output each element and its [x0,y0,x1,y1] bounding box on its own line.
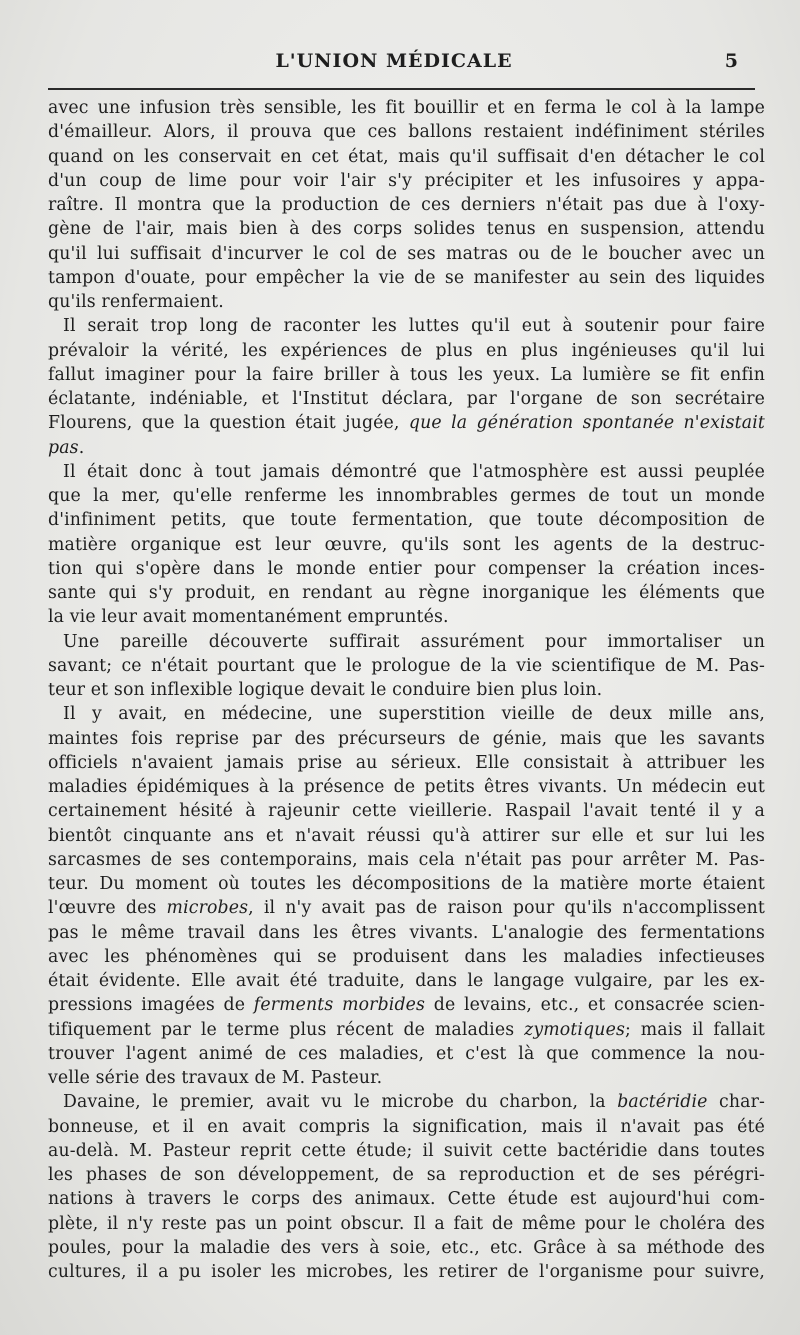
text-line [48,1042,765,1066]
text-line [48,581,765,605]
line-text: d'un coup de lime pour voir l'air s'y précipiter et les infusoires y appa- [48,170,765,191]
line-text-after: char- [707,1092,765,1113]
line-text: bientôt cinquante ans et n'avait réussi qu'à attirer sur elle et sur lui les [48,825,765,846]
text-line [48,727,765,751]
line-text: trouver l'agent animé de ces maladies, et c'est là que commence la nou- [48,1043,765,1064]
line-text: sarcasmes de ses contemporains, mais cela n'était pas pour arrêter M. Pas- [48,849,765,870]
line-text: l'œuvre des [48,898,167,919]
text-line [48,1018,765,1042]
line-text: certainement hésité à rajeunir cette vieillerie. Raspail l'avait tenté il y a [48,801,765,822]
italic-text: pas [48,437,79,458]
italic-text: zymotiques [524,1019,625,1040]
line-text: quand on les conservait en cet état, mais qu'il suffisait d'en détacher le col [48,146,765,167]
line-text: était évidente. Elle avait été traduite, dans le langage vulgaire, par les ex- [48,971,765,991]
line-text: sante qui s'y produit, en rendant au règne inorganique les éléments que [48,583,765,603]
line-text: au-delà. M. Pasteur reprit cette étude; il suivit cette bactéridie dans toutes [48,1140,765,1161]
line-text: Il y avait, en médecine, une superstition vieille de deux mille ans, [63,704,765,725]
line-text-after: . [78,437,85,458]
line-text: pressions imagées de [48,995,254,1016]
line-text: d'émailleur. Alors, il prouva que ces ballons restaient indéfiniment stériles [48,122,765,143]
text-line [48,1066,765,1090]
line-text: Davaine, le premier, avait vu le microbe du charbon, la [63,1092,618,1113]
text-line [48,120,765,144]
text-line [48,484,765,508]
text-line [48,363,765,387]
line-text: cultures, il a pu isoler les microbes, les retirer de l'organisme pour suivre, [48,1262,765,1282]
line-text: raître. Il montra que la production de ces derniers n'était pas due à l'oxy- [48,195,765,215]
line-text: Flourens, que la question était jugée, [48,413,409,434]
line-text: Une pareille découverte suffirait assurément pour immortaliser un [63,631,765,652]
line-text: prévaloir la vérité, les expériences de plus en plus ingénieuses qu'il lui [48,340,765,361]
text-line [48,460,765,484]
text-line [48,921,765,945]
text-line [48,266,765,290]
text-line [48,824,765,848]
line-text: avec les phénomènes qui se produisent dans les maladies infectieuses [48,946,765,967]
text-line [48,678,765,702]
text-line [48,508,765,532]
line-text: bonneuse, et il en avait compris la signification, mais il n'avait pas été [48,1116,765,1137]
page-number: 5 [724,50,738,72]
text-line [48,654,765,678]
text-line [48,1212,765,1236]
line-text: maintes fois reprise par des précurseurs de génie, mais que les savants [48,728,765,749]
line-text: savant; ce n'était pourtant que le prologue de la vie scientifique de M. Pas- [48,655,765,676]
line-text: tion qui s'opère dans le monde entier pour compenser la création inces- [48,558,765,579]
line-text: matière organique est leur œuvre, qu'ils sont les agents de la destruc- [48,534,765,555]
italic-text: bactéridie [617,1092,708,1113]
italic-text: microbes [166,898,249,919]
line-text-after: ; mais il fallait [624,1019,765,1040]
text-line [48,630,765,654]
line-text: qu'ils renfermaient. [48,292,224,312]
text-line [48,1163,765,1187]
text-line [48,314,765,338]
line-text: Il était donc à tout jamais démontré que l'atmosphère est aussi peuplée [63,461,765,482]
line-text: les phases de son développement, de sa reproduction et de ses pérégri- [48,1165,765,1185]
text-line [48,775,765,799]
line-text: pas le même travail dans les êtres vivants. L'analogie des fermentations [48,922,765,943]
line-text: gène de l'air, mais bien à des corps solides tenus en suspension, attendu [48,219,765,240]
text-line [48,702,765,726]
text-line [48,872,765,896]
line-text: teur et son inflexible logique devait le conduire bien plus loin. [48,680,603,700]
text-line [48,1187,765,1211]
text-line [48,1236,765,1260]
text-line [48,896,765,920]
body-text [48,96,765,1284]
line-text: éclatante, indéniable, et l'Institut déclara, par l'organe de son secrétaire [48,389,765,409]
text-line [48,193,765,217]
text-line [48,557,765,581]
line-text: la vie leur avait momentanément empruntés. [48,607,449,628]
text-line [48,96,765,120]
text-line [48,799,765,823]
line-text: poules, pour la maladie des vers à soie, etc., etc. Grâce à sa méthode des [48,1237,765,1258]
line-text: tifiquement par le terme plus récent de maladies [48,1019,525,1040]
text-line [48,411,765,435]
line-text: Il serait trop long de raconter les luttes qu'il eut à soutenir pour faire [63,316,765,337]
running-title: L'UNION MÉDICALE [275,50,513,72]
text-line [48,436,765,460]
text-line [48,217,765,241]
line-text: qu'il lui suffisait d'incurver le col de ses matras ou de le boucher avec un [48,243,765,264]
text-line [48,751,765,775]
line-text: d'infiniment petits, que toute fermentation, que toute décomposition de [48,510,765,531]
text-line [48,1090,765,1114]
text-line [48,1139,765,1163]
text-line [48,848,765,872]
page-header [48,46,740,80]
line-text: maladies épidémiques à la présence de petits êtres vivants. Un médecin eut [48,777,765,797]
text-line [48,605,765,629]
text-line [48,145,765,169]
line-text-after: , il n'y avait pas de raison pour qu'ils n'accomplissent [248,898,765,919]
text-line [48,1260,765,1284]
line-text: officiels n'avaient jamais prise au sérieux. Elle consistait à attribuer les [48,752,765,773]
header-rule [48,88,755,90]
text-line [48,969,765,993]
text-line [48,945,765,969]
line-text: que la mer, qu'elle renferme les innombrables germes de tout un monde [48,486,765,506]
text-line [48,387,765,411]
line-text: teur. Du moment où toutes les décompositions de la matière morte étaient [48,874,765,894]
italic-text: que la génération spontanée n'existait [408,413,765,434]
text-line [48,993,765,1017]
line-text: nations à travers le corps des animaux. Cette étude est aujourd'hui com- [48,1189,765,1210]
line-text: tampon d'ouate, pour empêcher la vie de se manifester au sein des liquides [48,267,765,288]
line-text-after: de levains, etc., et consacrée scien- [425,995,765,1016]
line-text: plète, il n'y reste pas un point obscur. Il a fait de même pour le choléra des [48,1213,765,1234]
line-text: velle série des travaux de M. Pasteur. [48,1068,383,1088]
text-line [48,242,765,266]
text-line [48,1115,765,1139]
line-text: fallut imaginer pour la faire briller à tous les yeux. La lumière se fit enfin [48,364,765,385]
text-line [48,339,765,363]
text-line [48,169,765,193]
line-text: avec une infusion très sensible, les fit bouillir et en ferma le col à la lampe [48,98,765,118]
italic-text: ferments morbides [253,995,426,1016]
text-line [48,533,765,557]
text-line [48,290,765,314]
